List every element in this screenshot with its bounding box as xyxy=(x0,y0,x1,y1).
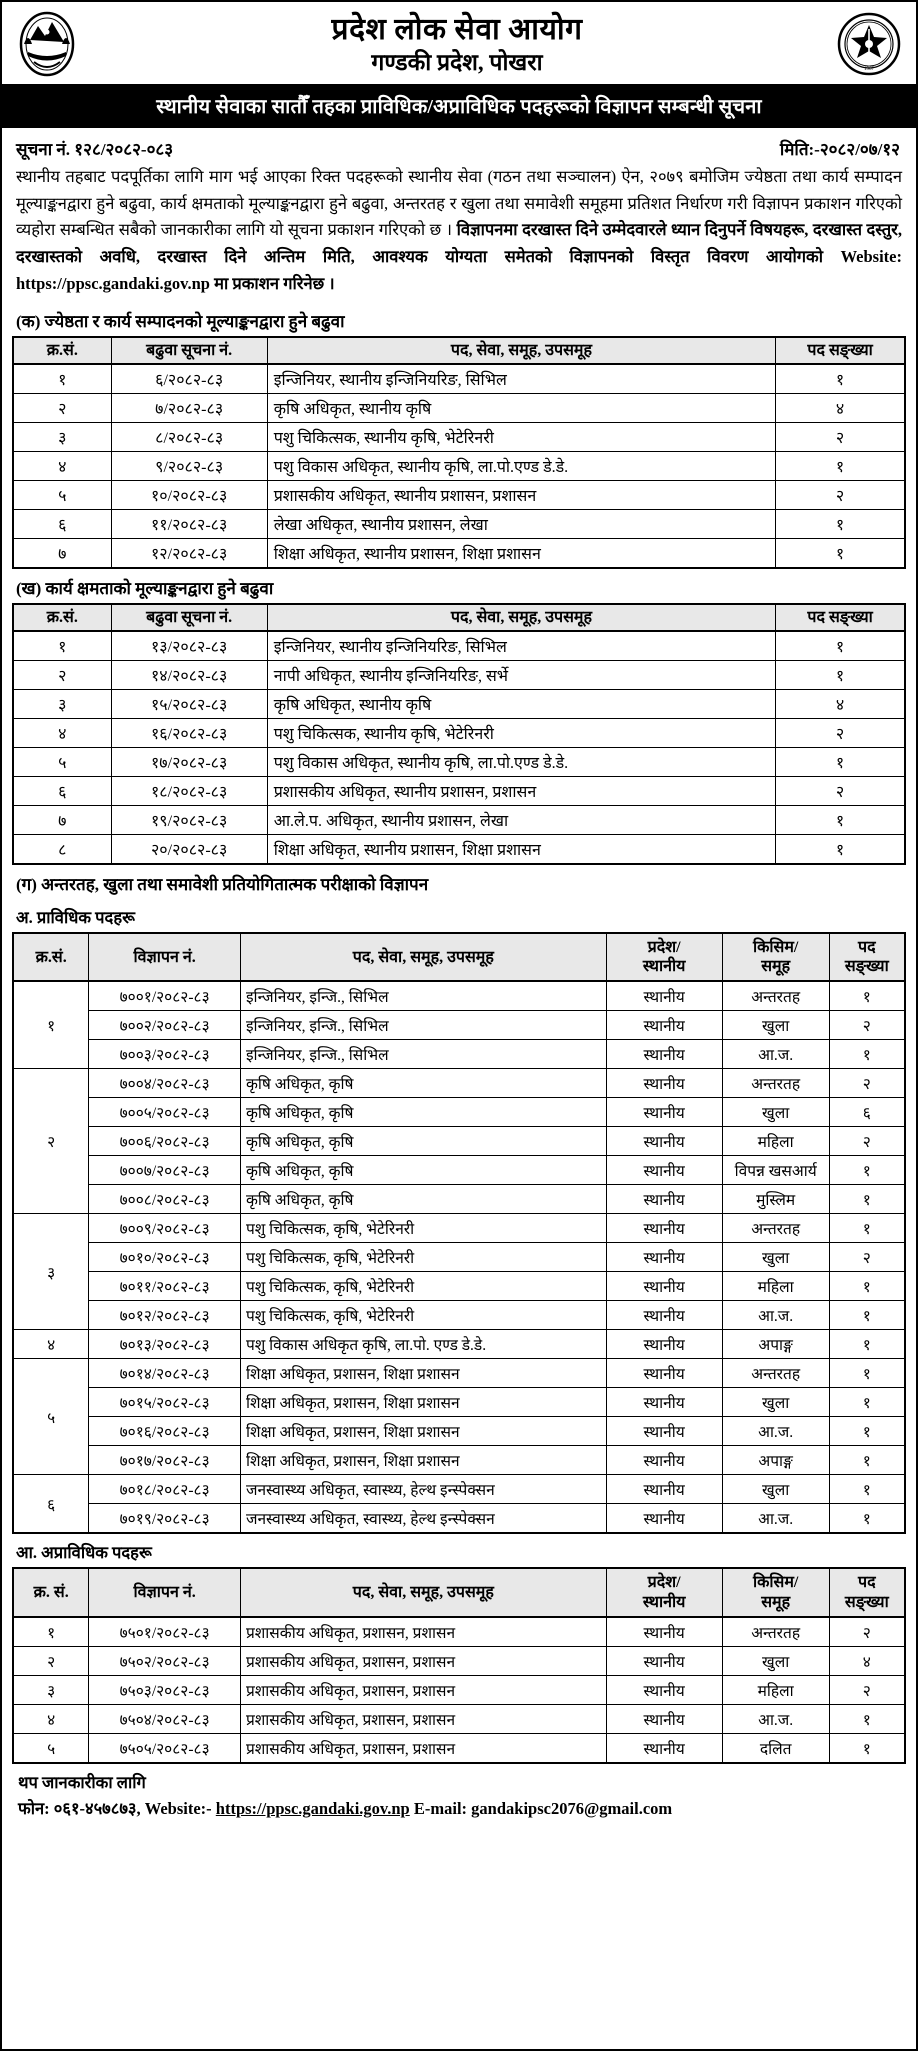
table-row xyxy=(13,1098,905,1127)
cell-count: २ xyxy=(829,1011,905,1040)
cell-post: जनस्वास्थ्य अधिकृत, स्वास्थ्य, हेल्थ इन्स्पेक्सन xyxy=(240,1475,606,1504)
col-advertisement-no: विज्ञापन नं. xyxy=(89,1568,241,1616)
cell-post: पशु विकास अधिकृत कृषि, ला.पो. एण्ड डे.डे. xyxy=(240,1330,606,1359)
cell-advertisement-no: ७०१४/२०८२-८३ xyxy=(89,1359,241,1388)
table-row xyxy=(13,1446,905,1475)
cell-advertisement-no: ७००७/२०८२-८३ xyxy=(89,1156,241,1185)
cell-count: १ xyxy=(829,1330,905,1359)
cell-post: पशु चिकित्सक, कृषि, भेटेरिनरी xyxy=(240,1272,606,1301)
cell-kisim: अन्तरतह xyxy=(722,1359,829,1388)
document-footer xyxy=(12,1764,906,1827)
cell-post: शिक्षा अधिकृत, प्रशासन, शिक्षा प्रशासन xyxy=(240,1359,606,1388)
section-ka-heading: (क) ज्येष्ठता र कार्य सम्पादनको मूल्याङ्कनद्वारा हुने बढुवा xyxy=(16,311,345,331)
cell-notice-no: २०/२०८२-८३ xyxy=(111,834,267,864)
col-advertisement-no: विज्ञापन नं. xyxy=(89,933,241,981)
cell-province-local: स्थानीय xyxy=(606,1388,722,1417)
intro-text-part2: विज्ञापनमा दरखास्त दिने उम्मेदवारले ध्यान दिनुपर्ने विषयहरू, दरखास्त दस्तुर, दरखास्तको अवधि, दरखास्त दिने अन्तिम मिति, आवश्यक योग्यता समेतको विज्ञापनको विस्तृत विवरण आयोगको Website: xyxy=(16,220,902,267)
cell-count: १ xyxy=(829,1733,905,1763)
cell-province-local: स्थानीय xyxy=(606,1446,722,1475)
table-row xyxy=(13,805,905,834)
cell-kisim: अन्तरतह xyxy=(722,981,829,1011)
cell-kisim: विपन्न खसआर्य xyxy=(722,1156,829,1185)
table-section-kha xyxy=(12,603,906,865)
cell-post: पशु चिकित्सक, कृषि, भेटेरिनरी xyxy=(240,1301,606,1330)
cell-post: प्रशासकीय अधिकृत, प्रशासन, प्रशासन xyxy=(240,1675,606,1704)
cell-province-local: स्थानीय xyxy=(606,1127,722,1156)
table-header-row xyxy=(13,337,905,364)
cell-serial: ७ xyxy=(13,538,111,568)
cell-province-local: स्थानीय xyxy=(606,1069,722,1098)
section-kha-heading: (ख) कार्य क्षमताको मूल्याङ्कनद्वारा हुने बढुवा xyxy=(16,578,274,598)
technical-posts-heading: अ. प्राविधिक पदहरू xyxy=(16,907,135,927)
cell-post: कृषि अधिकृत, स्थानीय कृषि xyxy=(267,393,775,422)
cell-post: जनस्वास्थ्य अधिकृत, स्वास्थ्य, हेल्थ इन्स्पेक्सन xyxy=(240,1504,606,1534)
cell-count: १ xyxy=(776,451,905,480)
cell-count: १ xyxy=(829,1040,905,1069)
cell-serial: १ xyxy=(13,1617,89,1647)
table-row xyxy=(13,393,905,422)
cell-notice-no: १०/२०८२-८३ xyxy=(111,480,267,509)
cell-advertisement-no: ७०१५/२०८२-८३ xyxy=(89,1388,241,1417)
cell-province-local: स्थानीय xyxy=(606,1617,722,1647)
cell-serial: ६ xyxy=(13,509,111,538)
cell-kisim: खुला xyxy=(722,1388,829,1417)
cell-kisim: अन्तरतह xyxy=(722,1617,829,1647)
cell-post: कृषि अधिकृत, कृषि xyxy=(240,1127,606,1156)
cell-serial: २ xyxy=(13,1646,89,1675)
website-label: Website:- xyxy=(144,1799,212,1819)
cell-notice-no: १६/२०८२-८३ xyxy=(111,718,267,747)
col-kisim-group: किसिम/ समूह xyxy=(722,1568,829,1616)
organization-name: प्रदेश लोक सेवा आयोग xyxy=(331,12,583,46)
cell-kisim: दलित xyxy=(722,1733,829,1763)
cell-kisim: अन्तरतह xyxy=(722,1069,829,1098)
col-post-service-group: पद, सेवा, समूह, उपसमूह xyxy=(240,933,606,981)
cell-province-local: स्थानीय xyxy=(606,1214,722,1243)
cell-province-local: स्थानीय xyxy=(606,1243,722,1272)
col-kisim-group: किसिम/ समूह xyxy=(722,933,829,981)
cell-count: २ xyxy=(776,776,905,805)
cell-notice-no: १४/२०८२-८३ xyxy=(111,660,267,689)
cell-count: १ xyxy=(829,1156,905,1185)
cell-serial: ७ xyxy=(13,805,111,834)
cell-advertisement-no: ७५०४/२०८२-८३ xyxy=(89,1704,241,1733)
table-row xyxy=(13,1127,905,1156)
cell-post: शिक्षा अधिकृत, प्रशासन, शिक्षा प्रशासन xyxy=(240,1446,606,1475)
cell-advertisement-no: ७०१३/२०८२-८३ xyxy=(89,1330,241,1359)
cell-serial: ३ xyxy=(13,1214,89,1330)
table-header-row xyxy=(13,1568,905,1616)
cell-province-local: स्थानीय xyxy=(606,1011,722,1040)
nepal-national-emblem-icon xyxy=(16,9,78,79)
cell-count: १ xyxy=(829,1475,905,1504)
col-serial: क्र. सं. xyxy=(13,1568,89,1616)
col-serial: क्र.सं. xyxy=(13,337,111,364)
table-row xyxy=(13,1040,905,1069)
notice-date: मिति:-२०८२/०७/१२ xyxy=(779,140,900,159)
cell-advertisement-no: ७०१६/२०८२-८३ xyxy=(89,1417,241,1446)
table-row xyxy=(13,1214,905,1243)
cell-post: कृषि अधिकृत, कृषि xyxy=(240,1069,606,1098)
col-post-service-group: पद, सेवा, समूह, उपसमूह xyxy=(267,337,775,364)
cell-count: १ xyxy=(829,981,905,1011)
cell-province-local: स्थानीय xyxy=(606,1417,722,1446)
table-row xyxy=(13,1330,905,1359)
notice-banner-title: स्थानीय सेवाका सातौँ तहका प्राविधिक/अप्राविधिक पदहरूको विज्ञापन सम्बन्धी सूचना xyxy=(2,86,916,128)
cell-post: शिक्षा अधिकृत, स्थानीय प्रशासन, शिक्षा प्रशासन xyxy=(267,538,775,568)
cell-post: पशु विकास अधिकृत, स्थानीय कृषि, ला.पो.एण्ड डे.डे. xyxy=(267,451,775,480)
cell-province-local: स्थानीय xyxy=(606,1675,722,1704)
table-row xyxy=(13,364,905,394)
cell-count: १ xyxy=(776,364,905,394)
cell-notice-no: १७/२०८२-८३ xyxy=(111,747,267,776)
cell-advertisement-no: ७५०५/२०८२-८३ xyxy=(89,1733,241,1763)
cell-advertisement-no: ७००९/२०८२-८३ xyxy=(89,1214,241,1243)
cell-province-local: स्थानीय xyxy=(606,1475,722,1504)
table-row xyxy=(13,1011,905,1040)
cell-count: १ xyxy=(829,1214,905,1243)
cell-serial: १ xyxy=(13,981,89,1069)
table-row xyxy=(13,1675,905,1704)
table-row xyxy=(13,1243,905,1272)
cell-serial: ३ xyxy=(13,422,111,451)
cell-post: शिक्षा अधिकृत, प्रशासन, शिक्षा प्रशासन xyxy=(240,1388,606,1417)
cell-count: २ xyxy=(829,1675,905,1704)
table-row xyxy=(13,451,905,480)
cell-notice-no: ८/२०८२-८३ xyxy=(111,422,267,451)
cell-serial: ५ xyxy=(13,480,111,509)
cell-count: १ xyxy=(776,834,905,864)
cell-post: इन्जिनियर, स्थानीय इन्जिनियरिङ, सिभिल xyxy=(267,631,775,661)
table-row xyxy=(13,1272,905,1301)
cell-post: इन्जिनियर, इन्जि., सिभिल xyxy=(240,981,606,1011)
cell-notice-no: १३/२०८२-८३ xyxy=(111,631,267,661)
cell-serial: ५ xyxy=(13,747,111,776)
cell-advertisement-no: ७०१७/२०८२-८३ xyxy=(89,1446,241,1475)
organization-location: गण्डकी प्रदेश, पोखरा xyxy=(371,50,543,76)
cell-notice-no: १९/२०८२-८३ xyxy=(111,805,267,834)
table-row xyxy=(13,1069,905,1098)
col-province-local: प्रदेश/ स्थानीय xyxy=(606,1568,722,1616)
cell-count: २ xyxy=(776,718,905,747)
table-row xyxy=(13,480,905,509)
table-row xyxy=(13,834,905,864)
cell-count: १ xyxy=(829,1446,905,1475)
cell-count: १ xyxy=(829,1301,905,1330)
cell-serial: ८ xyxy=(13,834,111,864)
cell-notice-no: ७/२०८२-८३ xyxy=(111,393,267,422)
cell-count: १ xyxy=(776,509,905,538)
table-row xyxy=(13,1417,905,1446)
cell-province-local: स्थानीय xyxy=(606,1156,722,1185)
table-row xyxy=(13,538,905,568)
cell-post: पशु चिकित्सक, स्थानीय कृषि, भेटेरिनरी xyxy=(267,718,775,747)
cell-serial: २ xyxy=(13,393,111,422)
cell-advertisement-no: ७००१/२०८२-८३ xyxy=(89,981,241,1011)
cell-post: पशु चिकित्सक, कृषि, भेटेरिनरी xyxy=(240,1214,606,1243)
cell-kisim: खुला xyxy=(722,1646,829,1675)
table-header-row xyxy=(13,604,905,631)
cell-kisim: महिला xyxy=(722,1127,829,1156)
more-info-label: थप जानकारीका लागि xyxy=(18,1772,146,1792)
cell-advertisement-no: ७०१८/२०८२-८३ xyxy=(89,1475,241,1504)
svg-text:1967: 1967 xyxy=(864,67,874,72)
cell-count: १ xyxy=(776,660,905,689)
ppsc-gandaki-logo-icon xyxy=(836,9,902,79)
cell-count: २ xyxy=(776,480,905,509)
contact-line xyxy=(18,1796,900,1822)
cell-kisim: खुला xyxy=(722,1098,829,1127)
cell-count: १ xyxy=(829,1185,905,1214)
cell-advertisement-no: ७००३/२०८२-८३ xyxy=(89,1040,241,1069)
cell-kisim: आ.ज. xyxy=(722,1504,829,1534)
cell-notice-no: १८/२०८२-८३ xyxy=(111,776,267,805)
col-promotion-notice-no: बढुवा सूचना नं. xyxy=(111,337,267,364)
email-label: E-mail: xyxy=(413,1799,468,1819)
col-post-service-group: पद, सेवा, समूह, उपसमूह xyxy=(267,604,775,631)
cell-kisim: खुला xyxy=(722,1475,829,1504)
table-row xyxy=(13,1617,905,1647)
cell-kisim: महिला xyxy=(722,1272,829,1301)
table-row xyxy=(13,747,905,776)
col-post-count: पद सङ्ख्या xyxy=(776,604,905,631)
cell-advertisement-no: ७००४/२०८२-८३ xyxy=(89,1069,241,1098)
cell-count: २ xyxy=(829,1243,905,1272)
cell-province-local: स्थानीय xyxy=(606,1272,722,1301)
table-row xyxy=(13,1359,905,1388)
cell-province-local: स्थानीय xyxy=(606,1330,722,1359)
cell-serial: ५ xyxy=(13,1733,89,1763)
cell-serial: ३ xyxy=(13,689,111,718)
cell-kisim: मुस्लिम xyxy=(722,1185,829,1214)
cell-kisim: अपाङ्ग xyxy=(722,1330,829,1359)
cell-notice-no: १२/२०८२-८३ xyxy=(111,538,267,568)
cell-kisim: महिला xyxy=(722,1675,829,1704)
col-promotion-notice-no: बढुवा सूचना नं. xyxy=(111,604,267,631)
cell-post: प्रशासकीय अधिकृत, स्थानीय प्रशासन, प्रशासन xyxy=(267,776,775,805)
cell-post: नापी अधिकृत, स्थानीय इन्जिनियरिङ, सर्भे xyxy=(267,660,775,689)
footer-email-link[interactable]: gandakipsc2076@gmail.com xyxy=(471,1799,673,1819)
cell-serial: १ xyxy=(13,364,111,394)
cell-post: शिक्षा अधिकृत, स्थानीय प्रशासन, शिक्षा प्रशासन xyxy=(267,834,775,864)
col-province-local: प्रदेश/ स्थानीय xyxy=(606,933,722,981)
cell-count: १ xyxy=(829,1272,905,1301)
cell-post: प्रशासकीय अधिकृत, प्रशासन, प्रशासन xyxy=(240,1617,606,1647)
cell-serial: ६ xyxy=(13,1475,89,1534)
cell-kisim: आ.ज. xyxy=(722,1301,829,1330)
cell-advertisement-no: ७०१२/२०८२-८३ xyxy=(89,1301,241,1330)
table-row xyxy=(13,1301,905,1330)
cell-count: १ xyxy=(776,631,905,661)
footer-website-link[interactable]: https://ppsc.gandaki.gov.np xyxy=(215,1799,410,1819)
cell-count: ४ xyxy=(829,1646,905,1675)
cell-province-local: स्थानीय xyxy=(606,1301,722,1330)
cell-count: २ xyxy=(829,1127,905,1156)
cell-notice-no: ९/२०८२-८३ xyxy=(111,451,267,480)
cell-serial: ५ xyxy=(13,1359,89,1475)
cell-count: २ xyxy=(776,422,905,451)
cell-post: इन्जिनियर, स्थानीय इन्जिनियरिङ, सिभिल xyxy=(267,364,775,394)
cell-kisim: आ.ज. xyxy=(722,1704,829,1733)
cell-advertisement-no: ७००६/२०८२-८३ xyxy=(89,1127,241,1156)
cell-notice-no: १५/२०८२-८३ xyxy=(111,689,267,718)
cell-province-local: स्थानीय xyxy=(606,1185,722,1214)
table-row xyxy=(13,1475,905,1504)
notice-number: सूचना नं. १२८/२०८२-०८३ xyxy=(16,140,174,159)
cell-post: प्रशासकीय अधिकृत, प्रशासन, प्रशासन xyxy=(240,1646,606,1675)
cell-serial: ३ xyxy=(13,1675,89,1704)
document-header xyxy=(2,2,916,86)
col-post-count: पद सङ्ख्या xyxy=(776,337,905,364)
table-row xyxy=(13,1733,905,1763)
cell-post: कृषि अधिकृत, कृषि xyxy=(240,1156,606,1185)
cell-count: ६ xyxy=(829,1098,905,1127)
cell-serial: २ xyxy=(13,1069,89,1214)
cell-post: शिक्षा अधिकृत, प्रशासन, शिक्षा प्रशासन xyxy=(240,1417,606,1446)
intro-text-part3: मा प्रकाशन गरिनेछ । xyxy=(214,273,335,293)
cell-kisim: आ.ज. xyxy=(722,1040,829,1069)
table-row xyxy=(13,422,905,451)
cell-post: कृषि अधिकृत, कृषि xyxy=(240,1185,606,1214)
cell-advertisement-no: ७५०१/२०८२-८३ xyxy=(89,1617,241,1647)
cell-count: १ xyxy=(829,1359,905,1388)
table-row xyxy=(13,689,905,718)
cell-kisim: अन्तरतह xyxy=(722,1214,829,1243)
cell-count: २ xyxy=(829,1617,905,1647)
notice-meta xyxy=(12,134,906,164)
col-post-count: पद सङ्ख्या xyxy=(829,933,905,981)
cell-province-local: स्थानीय xyxy=(606,1733,722,1763)
cell-post: लेखा अधिकृत, स्थानीय प्रशासन, लेखा xyxy=(267,509,775,538)
cell-serial: ६ xyxy=(13,776,111,805)
col-serial: क्र.सं. xyxy=(13,604,111,631)
table-row xyxy=(13,1388,905,1417)
cell-kisim: अपाङ्ग xyxy=(722,1446,829,1475)
cell-notice-no: ६/२०८२-८३ xyxy=(111,364,267,394)
cell-post: आ.ले.प. अधिकृत, स्थानीय प्रशासन, लेखा xyxy=(267,805,775,834)
cell-count: २ xyxy=(829,1069,905,1098)
col-post-service-group: पद, सेवा, समूह, उपसमूह xyxy=(240,1568,606,1616)
cell-count: ४ xyxy=(776,689,905,718)
cell-serial: १ xyxy=(13,631,111,661)
cell-kisim: आ.ज. xyxy=(722,1417,829,1446)
cell-advertisement-no: ७००२/२०८२-८३ xyxy=(89,1011,241,1040)
table-row xyxy=(13,509,905,538)
cell-post: प्रशासकीय अधिकृत, स्थानीय प्रशासन, प्रशासन xyxy=(267,480,775,509)
cell-post: कृषि अधिकृत, स्थानीय कृषि xyxy=(267,689,775,718)
table-row xyxy=(13,718,905,747)
cell-post: पशु विकास अधिकृत, स्थानीय कृषि, ला.पो.एण्ड डे.डे. xyxy=(267,747,775,776)
cell-serial: ४ xyxy=(13,1330,89,1359)
header-titles xyxy=(78,12,836,77)
cell-province-local: स्थानीय xyxy=(606,981,722,1011)
non-technical-posts-heading: आ. अप्राविधिक पदहरू xyxy=(16,1543,152,1563)
cell-count: १ xyxy=(829,1417,905,1446)
cell-province-local: स्थानीय xyxy=(606,1040,722,1069)
cell-province-local: स्थानीय xyxy=(606,1646,722,1675)
cell-count: १ xyxy=(829,1704,905,1733)
cell-post: पशु चिकित्सक, कृषि, भेटेरिनरी xyxy=(240,1243,606,1272)
col-post-count: पद सङ्ख्या xyxy=(829,1568,905,1616)
cell-serial: ४ xyxy=(13,718,111,747)
cell-kisim: खुला xyxy=(722,1243,829,1272)
cell-serial: ४ xyxy=(13,451,111,480)
cell-advertisement-no: ७०१०/२०८२-८३ xyxy=(89,1243,241,1272)
intro-paragraph xyxy=(12,164,906,302)
table-row xyxy=(13,660,905,689)
cell-advertisement-no: ७००८/२०८२-८३ xyxy=(89,1185,241,1214)
cell-count: १ xyxy=(829,1504,905,1534)
table-row xyxy=(13,1185,905,1214)
col-serial: क्र.सं. xyxy=(13,933,89,981)
table-row xyxy=(13,1156,905,1185)
cell-kisim: खुला xyxy=(722,1011,829,1040)
cell-advertisement-no: ७५०२/२०८२-८३ xyxy=(89,1646,241,1675)
cell-post: कृषि अधिकृत, कृषि xyxy=(240,1098,606,1127)
cell-serial: ४ xyxy=(13,1704,89,1733)
cell-count: ४ xyxy=(776,393,905,422)
table-row xyxy=(13,776,905,805)
cell-count: १ xyxy=(829,1388,905,1417)
phone-label: फोन: xyxy=(18,1799,50,1819)
cell-post: इन्जिनियर, इन्जि., सिभिल xyxy=(240,1011,606,1040)
cell-province-local: स्थानीय xyxy=(606,1704,722,1733)
table-non-technical-posts xyxy=(12,1567,906,1763)
cell-advertisement-no: ७०११/२०८२-८३ xyxy=(89,1272,241,1301)
table-row xyxy=(13,1646,905,1675)
section-ga-heading: (ग) अन्तरतह, खुला तथा समावेशी प्रतियोगितात्मक परीक्षाको विज्ञापन xyxy=(16,874,429,894)
cell-notice-no: ११/२०८२-८३ xyxy=(111,509,267,538)
table-row xyxy=(13,1704,905,1733)
table-row xyxy=(13,1504,905,1534)
table-section-ka xyxy=(12,336,906,569)
cell-province-local: स्थानीय xyxy=(606,1359,722,1388)
cell-province-local: स्थानीय xyxy=(606,1504,722,1534)
cell-post: प्रशासकीय अधिकृत, प्रशासन, प्रशासन xyxy=(240,1733,606,1763)
cell-post: इन्जिनियर, इन्जि., सिभिल xyxy=(240,1040,606,1069)
cell-advertisement-no: ७५०३/२०८२-८३ xyxy=(89,1675,241,1704)
intro-text-part1: स्थानीय तहबाट पदपूर्तिका लागि माग भई आएका रिक्त पदहरूको स्थानीय सेवा (गठन तथा सञ्चालन) ऐन, २०७९ बमोजिम ज्येष्ठता तथा कार्य सम्पादन मूल्याङ्कनद्वारा हुने बढुवा, कार्य क्षमताको मूल्याङ्कनद्वारा हुने बढुवा, अन्तरतह र खुला तथा समावेशी समूहमा प्रतिशत निर्धारण गरी विज्ञापन प्रकाशन गरिएको व्यहोरा सम्बन्धित सबैको जानकारीका लागि यो सूचना प्रकाशन गरिएको छ । xyxy=(16,167,902,240)
intro-website-link[interactable]: https://ppsc.gandaki.gov.np xyxy=(16,273,210,293)
table-row xyxy=(13,981,905,1011)
cell-advertisement-no: ७०१९/२०८२-८३ xyxy=(89,1504,241,1534)
phone-number: ०६१-४५७८७३, xyxy=(53,1799,141,1819)
table-row xyxy=(13,631,905,661)
cell-post: प्रशासकीय अधिकृत, प्रशासन, प्रशासन xyxy=(240,1704,606,1733)
cell-count: १ xyxy=(776,538,905,568)
cell-advertisement-no: ७००५/२०८२-८३ xyxy=(89,1098,241,1127)
table-header-row xyxy=(13,933,905,981)
table-technical-posts xyxy=(12,932,906,1534)
cell-post: पशु चिकित्सक, स्थानीय कृषि, भेटेरिनरी xyxy=(267,422,775,451)
cell-count: १ xyxy=(776,747,905,776)
cell-serial: २ xyxy=(13,660,111,689)
cell-count: १ xyxy=(776,805,905,834)
cell-province-local: स्थानीय xyxy=(606,1098,722,1127)
